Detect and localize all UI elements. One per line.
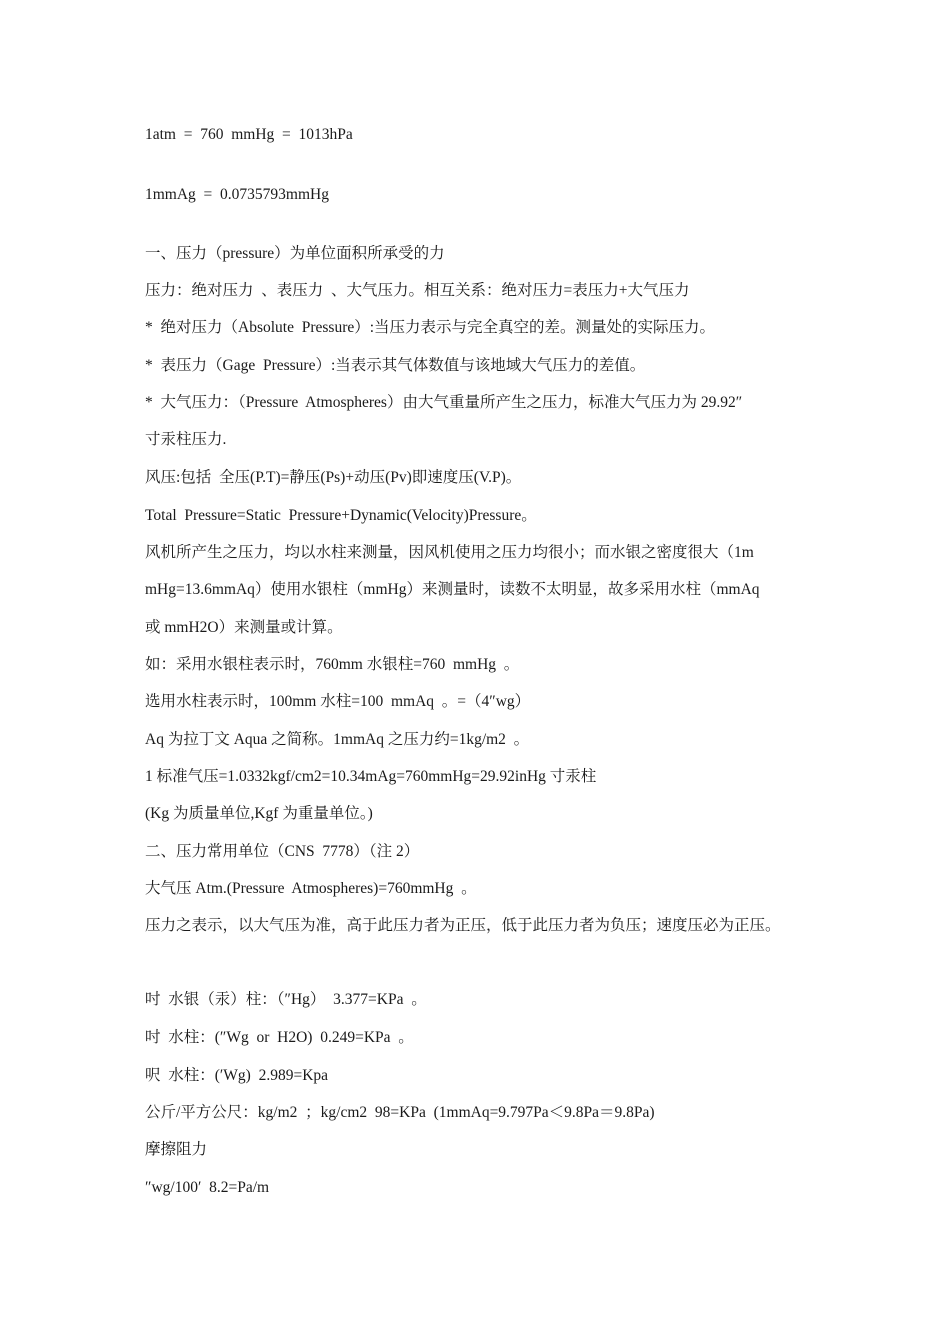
text-line: 如：采用水银柱表示时，760mm 水银柱=760 mmHg 。 [145, 656, 520, 673]
text-line: 1atm = 760 mmHg = 1013hPa [145, 126, 353, 143]
text-line: 选用水柱表示时，100mm 水柱=100 mmAq 。=（4″wg） [145, 693, 531, 710]
text-line: (Kg 为质量单位,Kgf 为重量单位。) [145, 805, 373, 822]
text-line: mHg=13.6mmAq）使用水银柱（mmHg）来测量时，读数不太明显，故多采用水柱（mmAq [145, 581, 760, 598]
text-line: 压力之表示，以大气压为准，高于此压力者为正压，低于此压力者为负压；速度压必为正压。 [145, 917, 781, 934]
bullet-line: * 绝对压力（Absolute Pressure）:当压力表示与完全真空的差。测量处的实际压力。 [145, 319, 716, 336]
bullet-line: * 表压力（Gage Pressure）:当表示其气体数值与该地域大气压力的差值。 [145, 357, 646, 374]
unit-line: 呎 水柱：(′Wg) 2.989=Kpa [145, 1067, 329, 1084]
text-line: 1mmAg = 0.0735793mmHg [145, 186, 329, 203]
unit-line: 吋 水柱：(″Wg or H2O) 0.249=KPa 。 [145, 1029, 414, 1046]
text-line: 风压:包括 全压(P.T)=静压(Ps)+动压(Pv)即速度压(V.P)。 [145, 469, 522, 486]
text-line: 寸汞柱压力. [145, 431, 227, 448]
text-line: 大气压 Atm.(Pressure Atmospheres)=760mmHg 。 [145, 880, 477, 897]
bullet-line: * 大气压力：（Pressure Atmospheres）由大气重量所产生之压力，标准大气压力为 29.92″ [145, 394, 743, 411]
text-line: Total Pressure=Static Pressure+Dynamic(Velocity)Pressure。 [145, 507, 537, 524]
text-line: 压力：绝对压力 、表压力 、大气压力。相互关系：绝对压力=表压力+大气压力 [145, 282, 690, 299]
unit-line: ″wg/100′ 8.2=Pa/m [145, 1179, 270, 1196]
text-line: 或 mmH2O）来测量或计算。 [145, 619, 343, 636]
section-heading: 二、压力常用单位（CNS 7778）（注 2） [145, 843, 420, 860]
section-heading: 一、压力（pressure）为单位面积所承受的力 [145, 245, 445, 262]
text-line: 摩擦阻力 [145, 1141, 208, 1158]
text-line: Aq 为拉丁文 Aqua 之简称。1mmAq 之压力约=1kg/m2 。 [145, 731, 530, 748]
text-line: 1 标准气压=1.0332kgf/cm2=10.34mAg=760mmHg=29.92inHg 寸汞柱 [145, 768, 597, 785]
unit-line: 吋 水银（汞）柱：（″Hg） 3.377=KPa 。 [145, 991, 427, 1008]
text-line: 风机所产生之压力，均以水柱来测量，因风机使用之压力均很小；而水银之密度很大（1m [145, 544, 754, 561]
unit-line: 公斤/平方公尺：kg/m2 ；kg/cm2 98=KPa (1mmAq=9.797Pa＜9.8Pa＝9.8Pa) [145, 1104, 655, 1121]
